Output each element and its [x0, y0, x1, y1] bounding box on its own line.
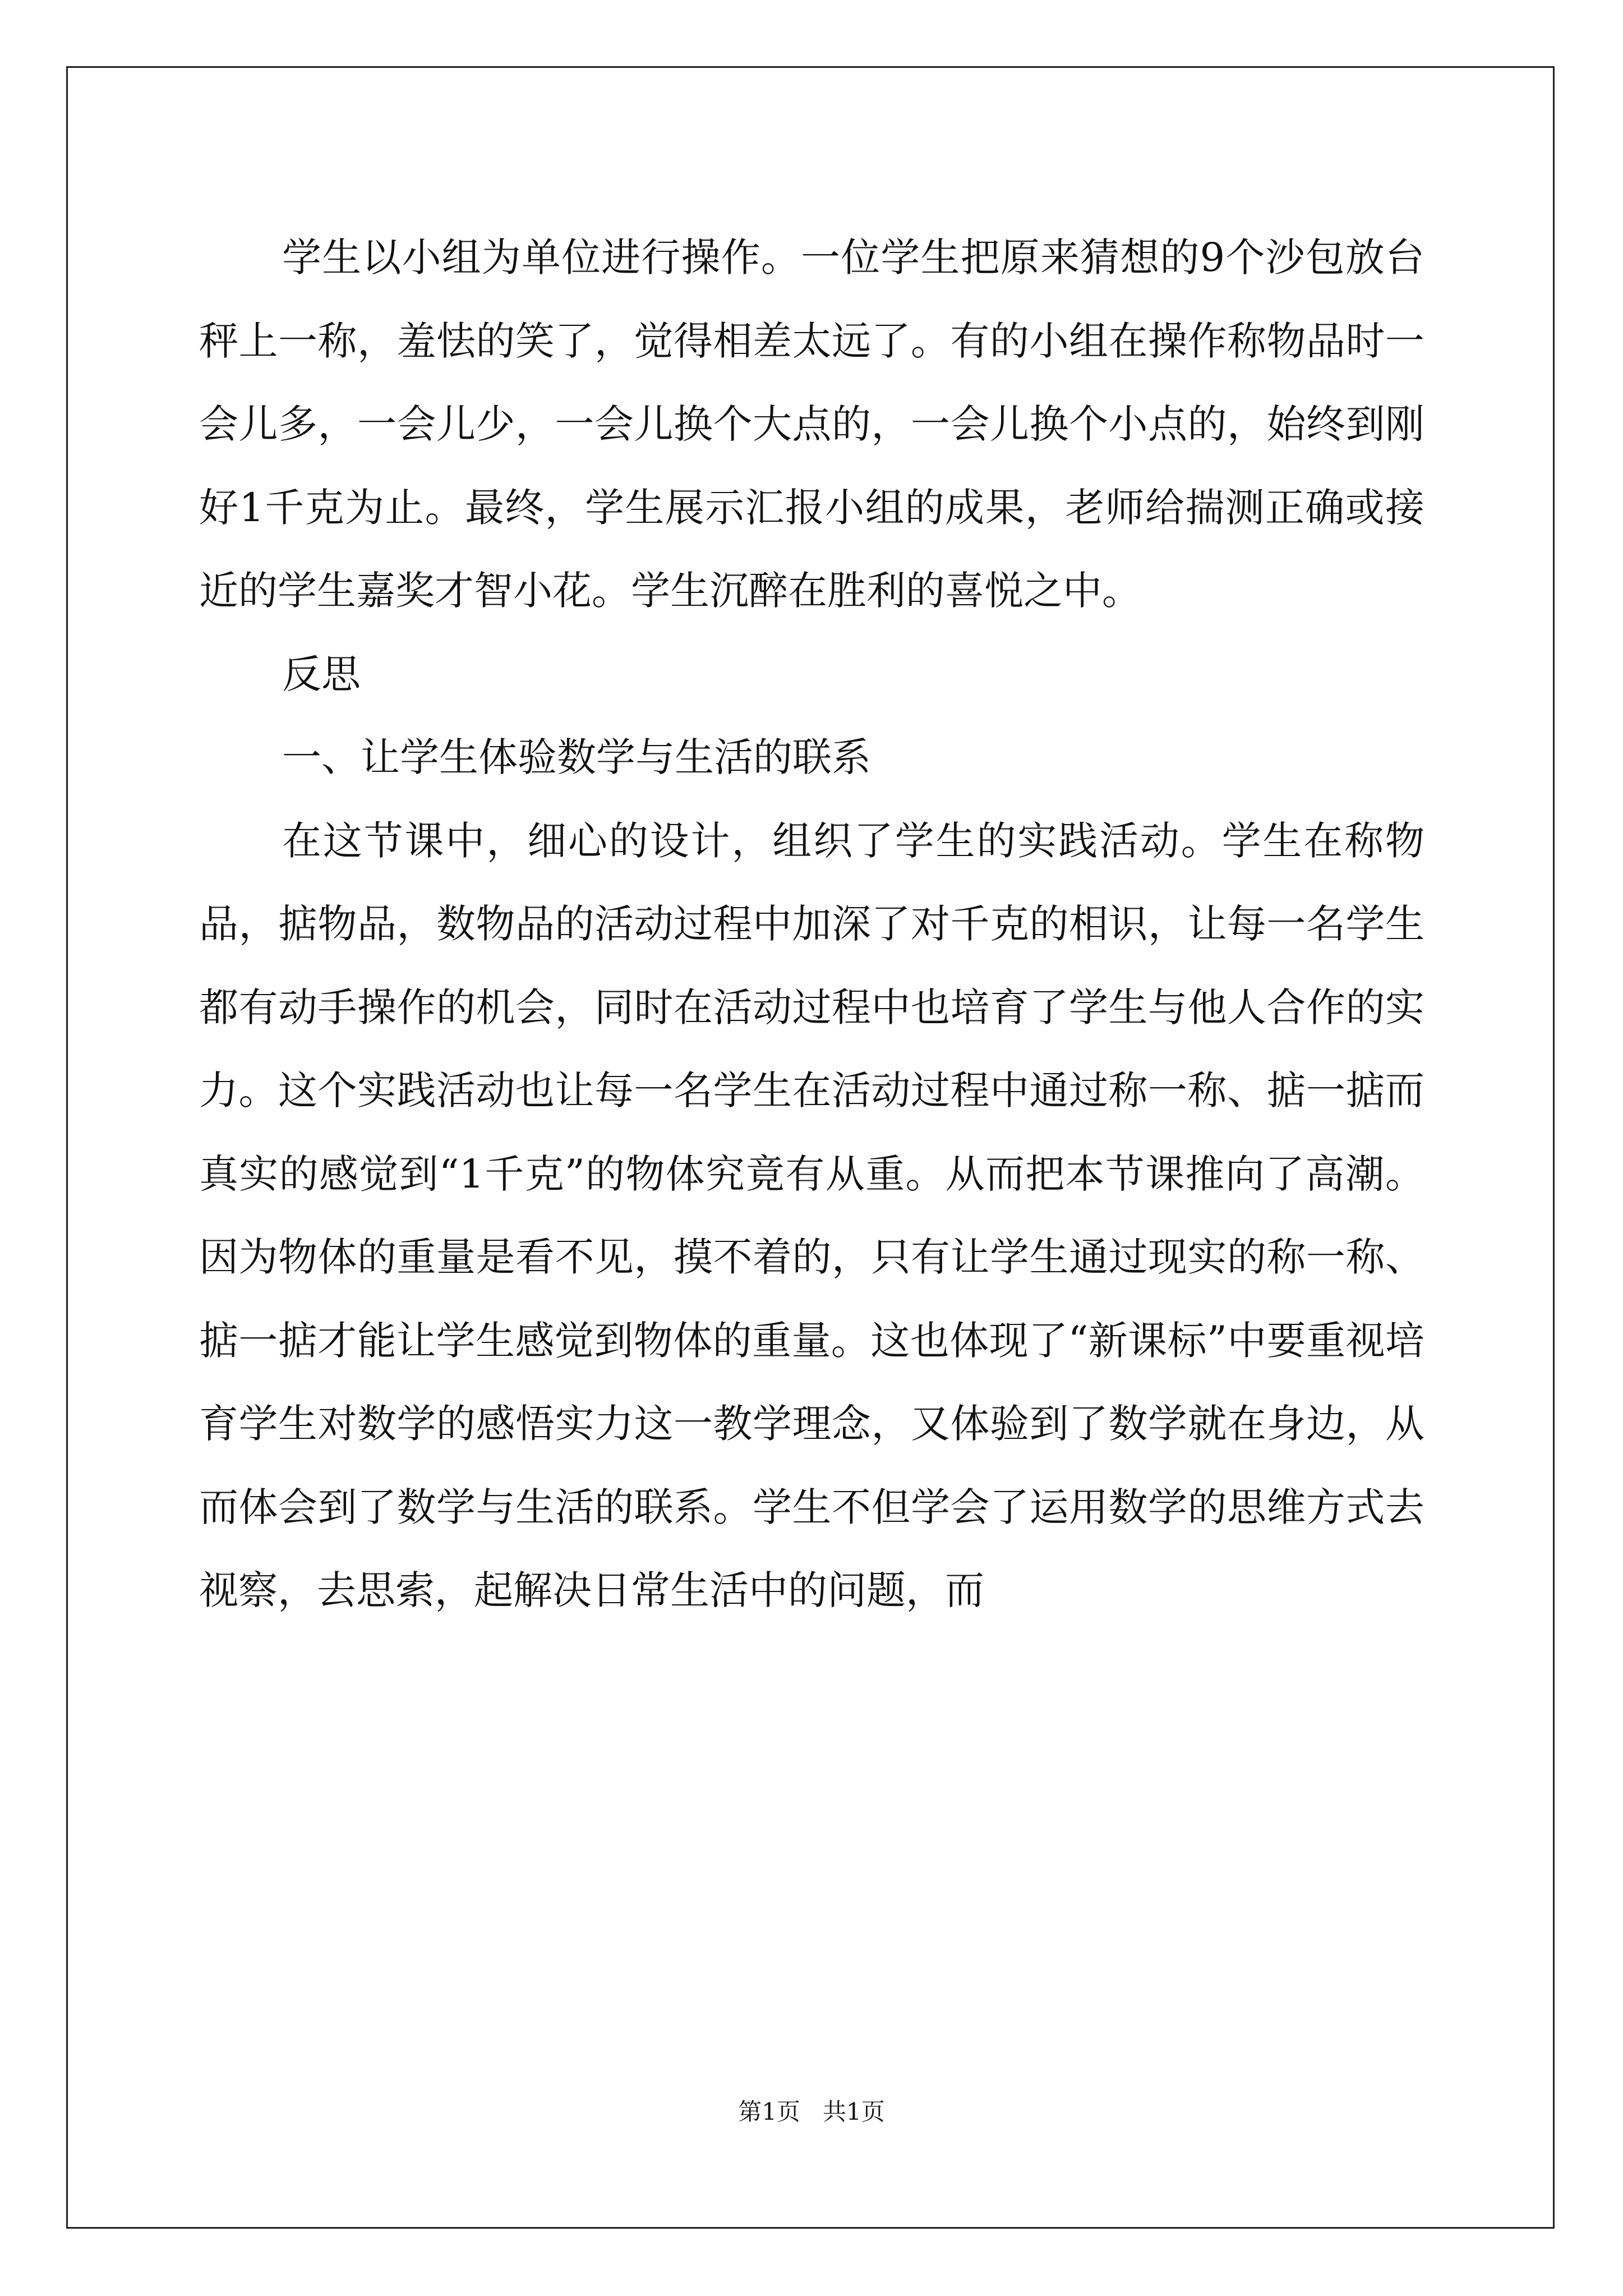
paragraph-reflection-heading: 反思 — [282, 651, 361, 697]
paragraph-reflection-body: 在这节课中，细心的设计，组织了学生的实践活动。学生在称物品，掂物品，数物品的活动过程中加深了对千克的相识，让每一名学生都有动手操作的机会，同时在活动过程中也培育了学生与他人合作的实力。这个实践活动也让每一名学生在活动过程中通过称一称、掂一掂而真实的感觉到“1千克”的物体究竟有从重。从而把本节课推向了高潮。因为物体的重量是看不见，摸不着的，只有让学生通过现实的称一称、掂一掂才能让学生感觉到物体的重量。这也体现了“新课标”中要重视培育学生对数学的感悟实力这一教学理念，又体验到了数学就在身边，从而体会到了数学与生活的联系。学生不但学会了运用数学的思维方式去视察，去思索，起解决日常生活中的问题，而 — [199, 817, 1424, 1613]
paragraph-section-heading: 一、让学生体验数学与生活的联系 — [282, 734, 871, 780]
page-number-footer: 第1页 共1页 — [738, 2098, 885, 2125]
paragraph-operation: 学生以小组为单位进行操作。一位学生把原来猜想的9个沙包放台秤上一称，羞怯的笑了，觉得相差太远了。有的小组在操作称物品时一会儿多，一会儿少，一会儿换个大点的，一会儿换个小点的，始终到刚好1千克为止。最终，学生展示汇报小组的成果，老师给揣测正确或接近的学生嘉奖才智小花。学生沉醉在胜利的喜悦之中。 — [199, 234, 1424, 614]
document-body — [199, 216, 1424, 1632]
